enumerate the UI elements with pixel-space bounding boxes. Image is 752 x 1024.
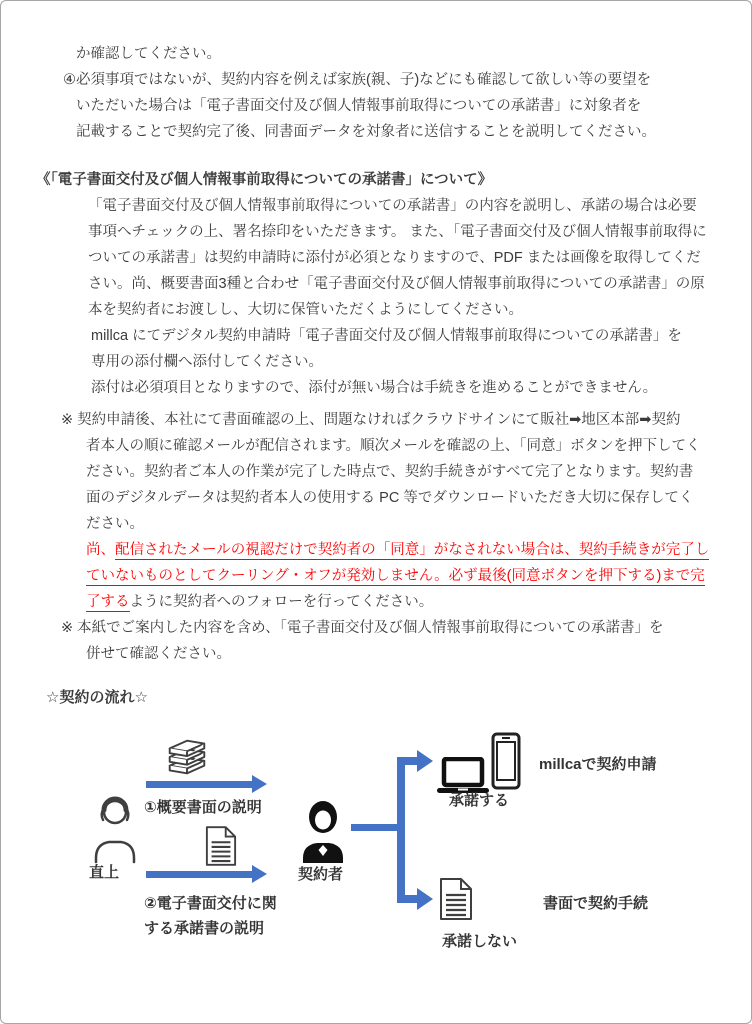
laptop-icon (437, 757, 489, 795)
text-line: 専用の添付欄へ添付してください。 (91, 354, 323, 370)
text-line: 併せて確認ください。 (86, 646, 231, 662)
text-line: ついての承諾書」は契約申請時に添付が必須となりますので、PDF または画像を取得してくだ (88, 250, 701, 266)
flow-diagram (1, 717, 752, 1017)
text-line: ※ 契約申請後、本社にて書面確認の上、問題なければクラウドサインにて販社➡地区本部➡契約 (61, 412, 681, 428)
text-line: ださい。 (86, 516, 144, 532)
document-body (1, 1, 751, 667)
text-line: ていないものとしてクーリング・オフが発効しません。必ず最後(同意ボタンを押下する)まで完 (86, 568, 705, 584)
accept-label: 承諾する (449, 792, 510, 809)
text-line: ださい。契約者ご本人の作業が完了した時点で、契約手続きがすべて完了となります。契約書 (86, 464, 694, 480)
text-line: さい。尚、概要書面3種と合わせ「電子書面交付及び個人情報事前取得についての承諾書」の原 (88, 276, 705, 292)
step1-label: ①概要書面の説明 (144, 799, 262, 816)
accept-result-label: millcaで契約申請 (539, 756, 657, 773)
text-line: ④必須事項ではないが、契約内容を例えば家族(親、子)などにも確認して欲しい等の要望を (63, 72, 652, 88)
text-line: ※ 本紙でご案内した内容を含め、「電子書面交付及び個人情報事前取得についての承諾書」を (61, 620, 664, 636)
actor-left-label: 直上 (89, 864, 120, 881)
branch-bottom-arm (397, 895, 417, 903)
text-line: 尚、配信されたメールの視認だけで契約者の「同意」がなされない場合は、契約手続きが完了し (86, 542, 710, 558)
step2-arrow-icon (146, 865, 267, 883)
branch-bottom-arrowhead-icon (417, 888, 433, 910)
branch-vertical-line (397, 757, 405, 903)
text-line: 者本人の順に確認メールが配信されます。順次メールを確認の上、「同意」ボタンを押下してく (86, 438, 701, 454)
text-line: 添付は必須項目となりますので、添付が無い場合は手続きを進めることができません。 (91, 380, 658, 396)
decline-result-label: 書面で契約手続 (543, 895, 649, 912)
text-line: 記載することで契約完了後、同書面データを対象者に送信することを説明してください。 (76, 124, 656, 140)
step2-label-line1: ②電子書面交付に関 (144, 895, 277, 912)
actor-center-label: 契約者 (298, 866, 344, 883)
text-line: millca にてデジタル契約申請時「電子書面交付及び個人情報事前取得についての承諾書」を (91, 328, 682, 344)
person-solid-icon (299, 799, 347, 863)
text-line: 「電子書面交付及び個人情報事前取得についての承諾書」の内容を説明し、承諾の場合は必要 (88, 198, 697, 214)
branch-connector-line (351, 824, 401, 831)
text-line: 了するように契約者へのフォローを行ってください。 (86, 594, 434, 610)
smartphone-icon (491, 732, 521, 790)
step2-label-line2: する承諾書の説明 (144, 920, 265, 937)
text-line: か確認してください。 (76, 46, 221, 62)
text-line: いただいた場合は「電子書面交付及び個人情報事前取得についての承諾書」に対象者を (76, 98, 642, 114)
text-line: 事項へチェックの上、署名捺印をいただきます。 また、「電子書面交付及び個人情報事前取得に (88, 224, 707, 240)
step1-arrow-icon (146, 775, 267, 793)
text-line: 面のデジタルデータは契約者本人の使用する PC 等でダウンロードいただき大切に保存してく (86, 490, 694, 506)
person-outline-icon (93, 795, 137, 865)
branch-top-arrowhead-icon (417, 750, 433, 772)
decline-label: 承諾しない (442, 933, 518, 950)
text-line: 《「電子書面交付及び個人情報事前取得についての承諾書」について》 (36, 172, 493, 188)
paper-document-icon (439, 877, 473, 921)
flow-heading: ☆契約の流れ☆ (46, 689, 148, 706)
text-line: 本を契約者にお渡しし、大切に保管いただくようにしてください。 (88, 302, 523, 318)
branch-top-arm (397, 757, 417, 765)
consent-document-icon (205, 825, 237, 867)
